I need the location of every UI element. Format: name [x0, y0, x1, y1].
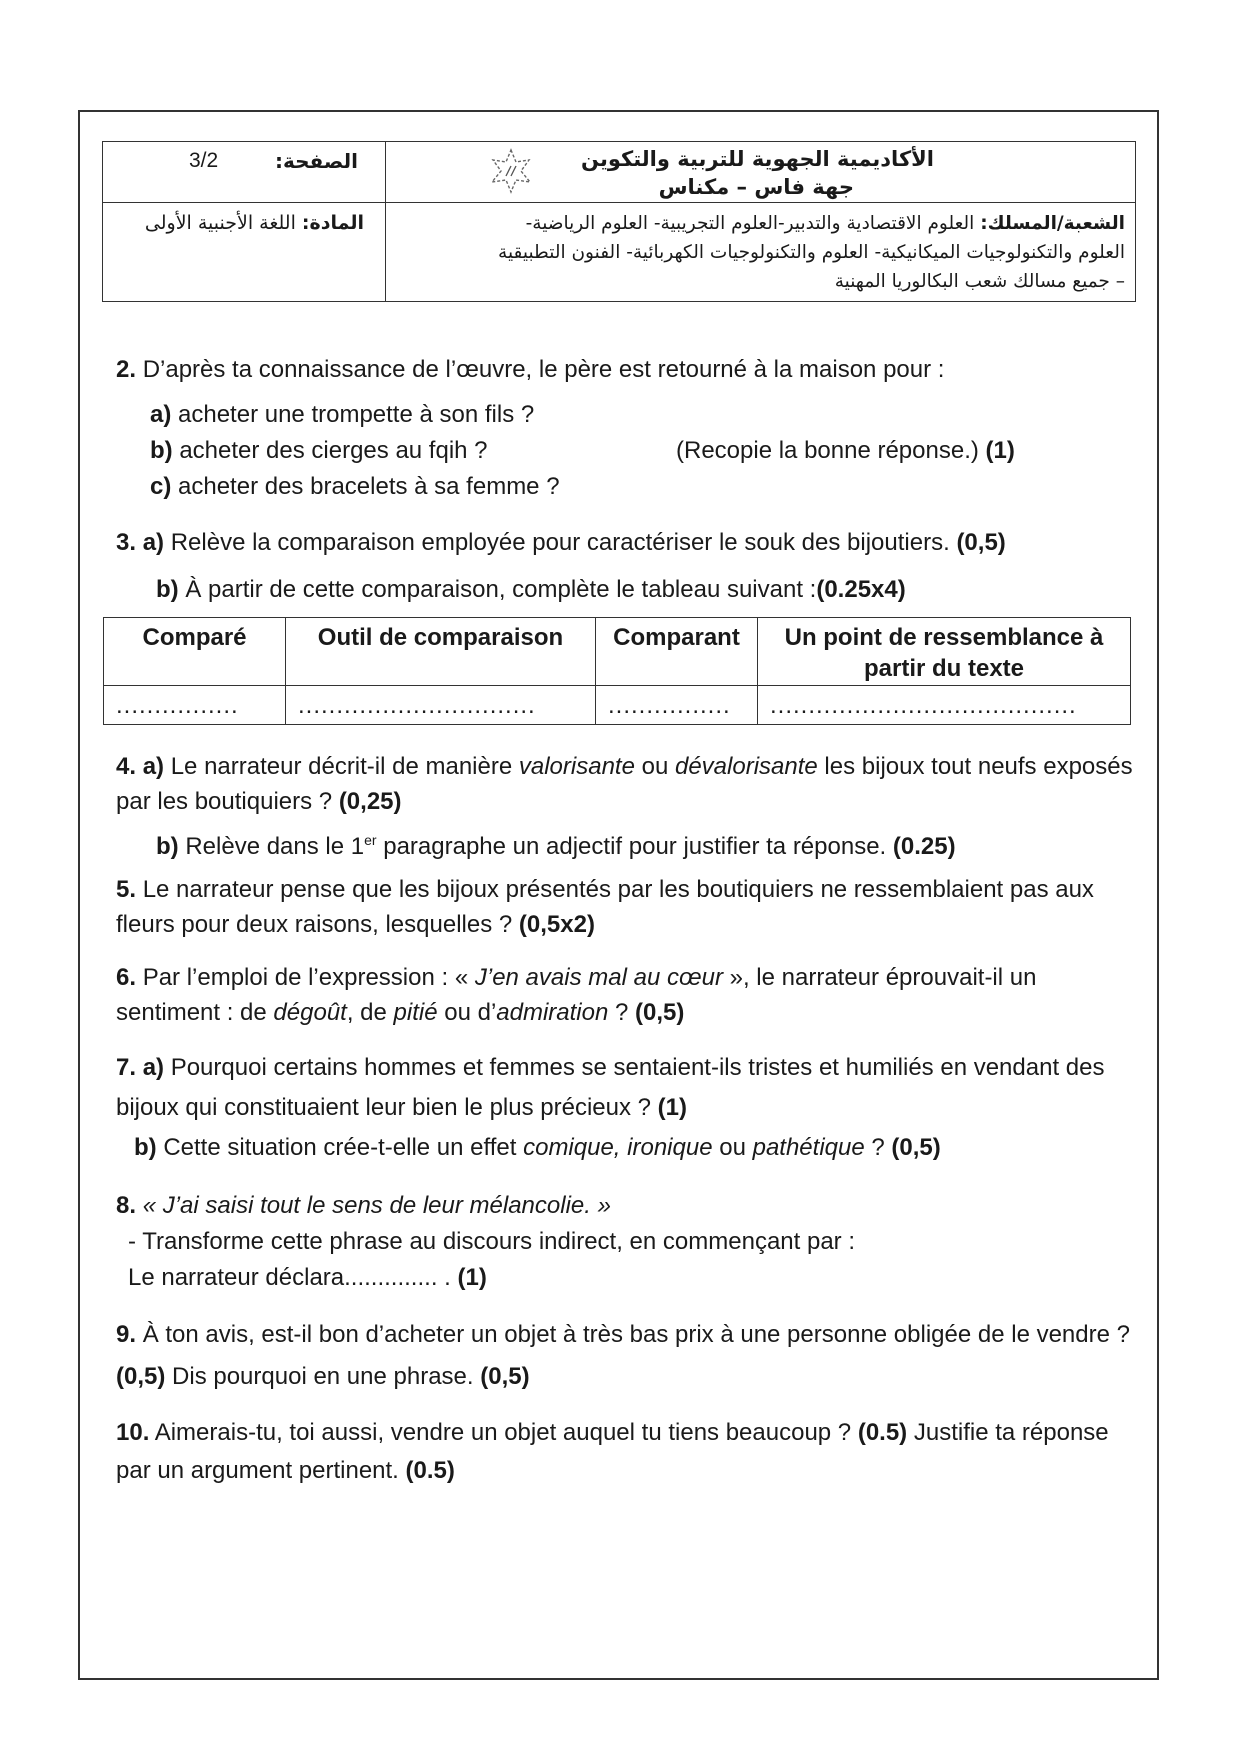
column-header: Comparant	[596, 618, 758, 686]
subject-label: المادة:	[301, 212, 364, 234]
questions	[116, 352, 1146, 1490]
column-header: Outil de comparaison	[286, 618, 596, 686]
question-8: 8. « J’ai saisi tout le sens de leur mélancolie. » - Transforme cette phrase au discours indirect, en commençant par : Le narrateur déclara.............. . (1)	[116, 1188, 1146, 1296]
page-number: 3/2	[189, 149, 219, 172]
answer-instruction: (Recopie la bonne réponse.) (1)	[676, 437, 1015, 464]
streams-line2: العلوم والتكنولوجيات الميكانيكية- العلوم والتكنولوجيات الكهربائية- الفنون التطبيقية	[498, 242, 1125, 263]
answer-blank[interactable]: ...............................	[286, 686, 596, 725]
page-info-cell	[103, 142, 386, 203]
question-10: 10. Aimerais-tu, toi aussi, vendre un objet auquel tu tiens beaucoup ? (0.5) Justifie ta réponse par un argument pertinent. (0.5)	[116, 1419, 1109, 1484]
question-text: D’après ta connaissance de l’œuvre, le père est retourné à la maison pour :	[142, 356, 945, 383]
column-header: Comparé	[104, 618, 286, 686]
instruction: - Transforme cette phrase au discours indirect, en commençant par :	[128, 1228, 855, 1255]
streams-line3: – جميع مسالك شعب البكالوريا المهنية	[834, 271, 1125, 292]
question-4: 4. a) Le narrateur décrit-il de manière valorisante ou dévalorisante les bijoux tout neufs exposés par les boutiquiers ? (0,25) b) Relève dans le 1er paragraphe un adjectif pour justifier ta réponse. (0.25)	[116, 753, 1133, 860]
question-9: 9. À ton avis, est-il bon d’acheter un objet à très bas prix à une personne obligée de le vendre ? (0,5) Dis pourquoi en une phrase. (0,5)	[116, 1321, 1130, 1390]
comparison-table	[103, 617, 1131, 725]
subject-cell	[103, 203, 386, 302]
option-b: b) acheter des cierges au fqih ?	[150, 437, 488, 464]
streams-label: الشعبة/المسلك:	[980, 213, 1125, 234]
answer-blank[interactable]: ........................................	[758, 686, 1131, 725]
question-2	[116, 352, 1146, 505]
question-6: 6. Par l’emploi de l’expression : « J’en avais mal au cœur », le narrateur éprouvait-il un sentiment : de dégoût, de pitié ou d’admiration ? (0,5)	[116, 964, 1037, 1026]
answer-start: Le narrateur déclara.............. .	[128, 1264, 451, 1291]
academy-name: الأكاديمية الجهوية للتربية والتكوين	[581, 147, 934, 171]
streams-line1: العلوم الاقتصادية والتدبير-العلوم التجريبية- العلوم الرياضية-	[525, 213, 975, 234]
subject-value: اللغة الأجنبية الأولى	[144, 212, 296, 234]
question-5: 5. Le narrateur pense que les bijoux présentés par les boutiquiers ne ressemblaient pas aux fleurs pour deux raisons, lesquelles ? (0,5x2)	[116, 876, 1094, 938]
option-a: a) acheter une trompette à son fils ?	[150, 401, 535, 428]
streams-cell	[386, 203, 1136, 302]
column-header: Un point de ressemblance à partir du texte	[758, 618, 1131, 686]
answer-blank[interactable]: ................	[596, 686, 758, 725]
academy-emblem-icon	[485, 147, 537, 195]
exam-header	[102, 141, 1136, 302]
academy-region: جهة فاس – مكناس	[658, 175, 854, 199]
option-c: c) acheter des bracelets à sa femme ?	[150, 473, 560, 500]
page-label: الصفحة:	[274, 149, 358, 173]
question-number: 2.	[116, 356, 137, 383]
question-3: 3. a) Relève la comparaison employée pour caractériser le souk des bijoutiers. (0,5) b) À partir de cette comparaison, complète le tableau suivant :(0.25x4) Comparé Outil de comparaison Comparant Un point de ressemblance à partir du texte ................ ............................... ................ ........................................	[116, 525, 1146, 725]
answer-blank[interactable]: ................	[104, 686, 286, 725]
question-number: 3.	[116, 529, 137, 556]
academy-cell	[386, 142, 1136, 203]
question-7: 7. a) Pourquoi certains hommes et femmes se sentaient-ils tristes et humiliés en vendant des bijoux qui constituaient leur bien le plus précieux ? (1) b) Cette situation crée-t-elle un effet comique, ironique ou pathétique ? (0,5)	[116, 1054, 1105, 1161]
